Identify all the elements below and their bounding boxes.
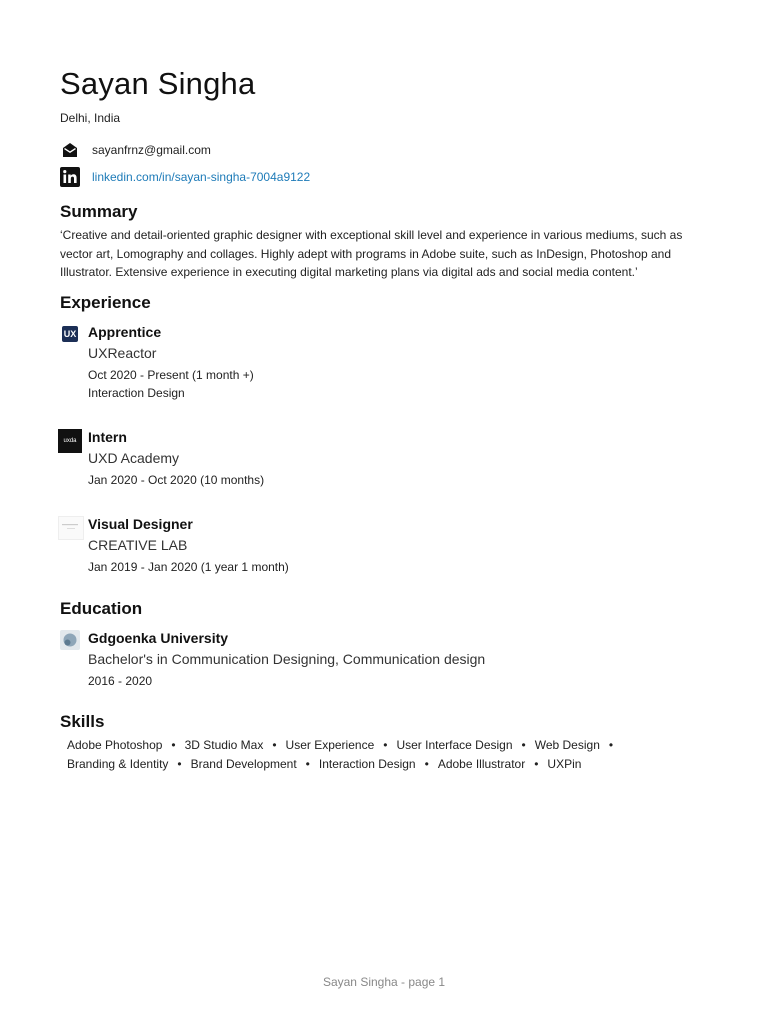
education-item [58, 630, 718, 692]
experience-item [58, 516, 718, 578]
university-logo [60, 630, 80, 650]
creative-lab-logo [58, 516, 84, 540]
education-heading: Education [60, 599, 143, 618]
envelope-icon [60, 140, 80, 160]
skill-separator: • [305, 757, 310, 771]
candidate-name: Sayan Singha [60, 66, 256, 101]
skill-separator: • [171, 738, 176, 752]
education-dates: 2016 - 2020 [88, 674, 153, 688]
summary-heading: Summary [60, 202, 138, 221]
experience-dates: Oct 2020 - Present (1 month +) [88, 368, 254, 382]
skill-separator: • [272, 738, 277, 752]
experience-item [58, 324, 718, 404]
linkedin-icon [60, 167, 80, 187]
skill-item: Branding & Identity [67, 757, 169, 771]
experience-company: UXReactor [88, 345, 157, 361]
experience-description: Interaction Design [88, 386, 185, 400]
skill-item: Web Design [534, 738, 600, 752]
skill-separator: • [177, 757, 182, 771]
email-row [60, 140, 211, 160]
candidate-location: Delhi, India [60, 111, 121, 125]
skill-separator: • [534, 757, 539, 771]
email-text[interactable]: sayanfrnz@gmail.com [92, 143, 211, 157]
skill-item: 3D Studio Max [184, 738, 264, 752]
experience-role: Visual Designer [88, 516, 193, 532]
skill-item: User Interface Design [396, 738, 513, 752]
experience-heading: Experience [60, 293, 151, 312]
experience-company: UXD Academy [88, 450, 180, 466]
skill-item: Adobe Illustrator [437, 757, 526, 771]
page-footer: Sayan Singha - page 1 [322, 975, 446, 989]
linkedin-link[interactable]: linkedin.com/in/sayan-singha-7004a9122 [92, 170, 311, 184]
education-degree: Bachelor's in Communication Designing, Communication design [88, 651, 486, 667]
skills-list [67, 736, 687, 774]
experience-role: Intern [88, 429, 127, 445]
skill-separator: • [383, 738, 388, 752]
skill-item: Interaction Design [318, 757, 416, 771]
skill-separator: • [424, 757, 429, 771]
experience-dates: Jan 2020 - Oct 2020 (10 months) [88, 473, 265, 487]
uxd-academy-logo: uxda [58, 429, 82, 453]
skill-item: UXPin [547, 757, 582, 771]
experience-item [58, 429, 718, 491]
experience-company: CREATIVE LAB [88, 537, 188, 553]
linkedin-row [60, 167, 310, 187]
experience-role: Apprentice [88, 324, 162, 340]
skills-heading: Skills [60, 712, 105, 731]
experience-dates: Jan 2019 - Jan 2020 (1 year 1 month) [88, 560, 289, 574]
skill-item: Adobe Photoshop [67, 738, 163, 752]
skill-separator: • [521, 738, 526, 752]
skill-separator: • [608, 738, 614, 752]
education-school: Gdgoenka University [88, 630, 229, 646]
uxreactor-logo: UX [62, 326, 78, 342]
summary-text: ‘Creative and detail-oriented graphic designer with exceptional skill level and experience in various mediums, such as vector art, Lomography and collages. Highly adept with programs in Adobe suite, such as InDesign, Photoshop and Illustrator. Extensive experience in executing digital marketing plans via digital ads and social media content.’ [60, 228, 683, 279]
skill-item: Brand Development [190, 757, 297, 771]
skill-item: User Experience [285, 738, 375, 752]
